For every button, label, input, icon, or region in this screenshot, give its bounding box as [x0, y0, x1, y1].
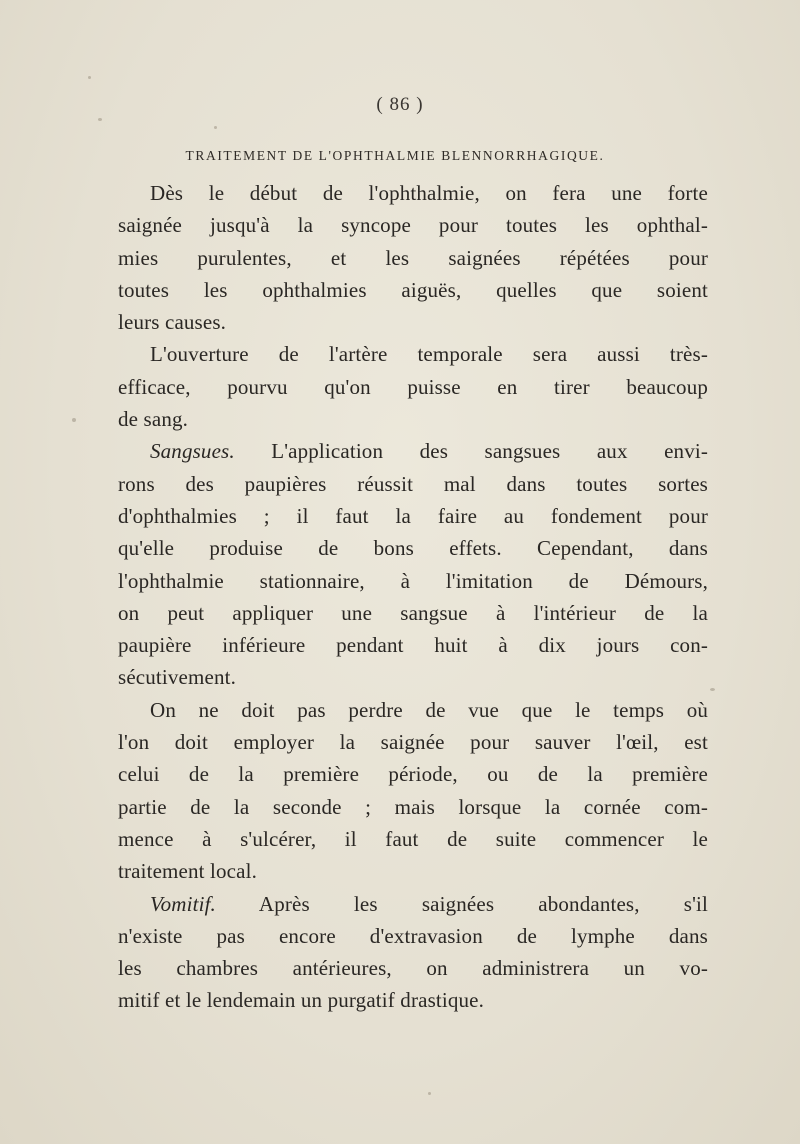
text-line: l'on doit employer la saignée pour sauver l'œil, est: [118, 730, 708, 755]
text-line: mitif et le lendemain un purgatif drastique.: [118, 988, 485, 1013]
text-line: leurs causes.: [118, 310, 227, 335]
text-line: qu'elle produise de bons effets. Cependant, dans: [118, 536, 708, 561]
page-number: ( 86 ): [376, 94, 424, 115]
paper-speck: [88, 76, 91, 79]
text-line: les chambres antérieures, on administrera un vo-: [118, 956, 708, 981]
text-line: paupière inférieure pendant huit à dix jours con-: [118, 633, 708, 658]
text-line: celui de la première période, ou de la première: [118, 762, 708, 787]
text-line: Sangsues. L'application des sangsues aux envi-: [150, 439, 708, 464]
paper-speck: [72, 418, 76, 422]
paper-speck: [428, 1092, 431, 1095]
text-line: mies purulentes, et les saignées répétées pour: [118, 245, 708, 270]
text-line: rons des paupières réussit mal dans toutes sortes: [118, 471, 708, 496]
text-line: l'ophthalmie stationnaire, à l'imitation de Démours,: [118, 568, 708, 593]
text-line: d'ophthalmies ; il faut la faire au fondement pour: [118, 503, 708, 528]
text-line: efficace, pourvu qu'on puisse en tirer beaucoup: [118, 374, 708, 399]
text-line: sécutivement.: [118, 665, 236, 690]
text-line: Dès le début de l'ophthalmie, on fera une forte: [150, 181, 708, 205]
paper-speck: [710, 688, 715, 691]
text-line: mence à s'ulcérer, il faut de suite commencer le: [118, 826, 708, 851]
paper-speck: [98, 118, 102, 121]
text-line: L'ouverture de l'artère temporale sera aussi très-: [150, 342, 708, 367]
text-line: toutes les ophthalmies aiguës, quelles que soient: [118, 277, 708, 302]
text-line: de sang.: [118, 407, 189, 432]
text-line: partie de la seconde ; mais lorsque la cornée com-: [118, 794, 708, 819]
text-line: Vomitif. Après les saignées abondantes, s'il: [150, 891, 708, 916]
text-line: saignée jusqu'à la syncope pour toutes les ophthal-: [118, 213, 708, 238]
text-line: traitement local.: [118, 859, 257, 884]
body-text: [118, 177, 708, 1017]
text-line: On ne doit pas perdre de vue que le temps où: [150, 697, 708, 722]
text-line: on peut appliquer une sangsue à l'intérieur de la: [118, 600, 708, 625]
paper-speck: [214, 126, 217, 129]
running-head: TRAITEMENT DE L'OPHTHALMIE BLENNORRHAGIQUE.: [185, 148, 605, 163]
text-line: n'existe pas encore d'extravasion de lymphe dans: [118, 923, 708, 948]
